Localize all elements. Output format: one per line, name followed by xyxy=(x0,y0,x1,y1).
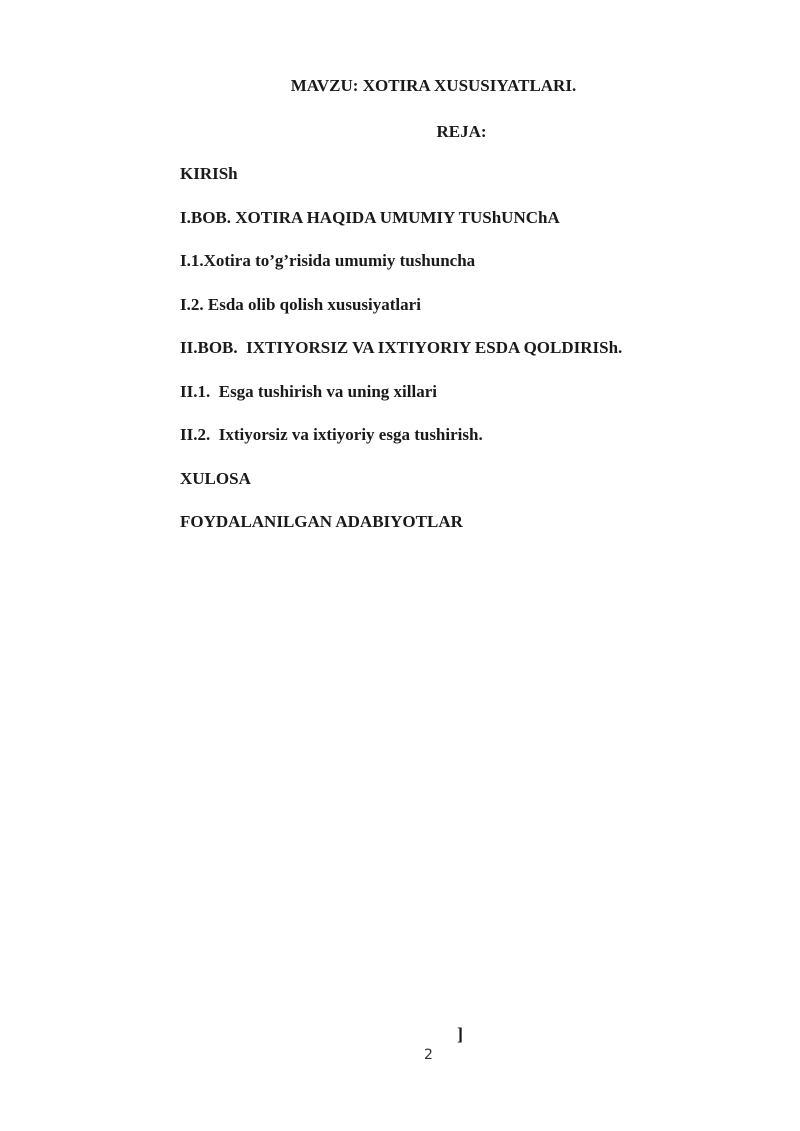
plan-heading: REJA: xyxy=(436,122,487,141)
toc-item-references: FOYDALANILGAN ADABIYOTLAR xyxy=(180,512,463,531)
toc-item-section-2-1: II.1. Esga tushirish va uning xillari xyxy=(180,381,437,401)
toc-item-section-1-1: I.1.Xotira to’g’risida umumiy tushuncha xyxy=(180,251,476,270)
toc-item-chapter-1: I.BOB. XOTIRA HAQIDA UMUMIY TUShUNChA xyxy=(180,207,560,227)
table-of-contents xyxy=(180,164,740,556)
bracket-mark: ] xyxy=(457,1024,463,1044)
toc-item-section-1-2: I.2. Esda olib qolish xususiyatlari xyxy=(180,294,421,314)
toc-item-section-2-2: II.2. Ixtiyorsiz va ixtiyoriy esga tushirish. xyxy=(180,425,483,444)
document-title: MAVZU: XOTIRA XUSUSIYATLARI. xyxy=(290,76,577,95)
page-number: 2 xyxy=(424,1047,433,1063)
toc-item-conclusion: XULOSA xyxy=(180,468,251,488)
toc-item-chapter-2: II.BOB. IXTIYORSIZ VA IXTIYORIY ESDA QOLDIRISh. xyxy=(180,338,623,357)
toc-item-introduction: KIRISh xyxy=(180,164,238,183)
